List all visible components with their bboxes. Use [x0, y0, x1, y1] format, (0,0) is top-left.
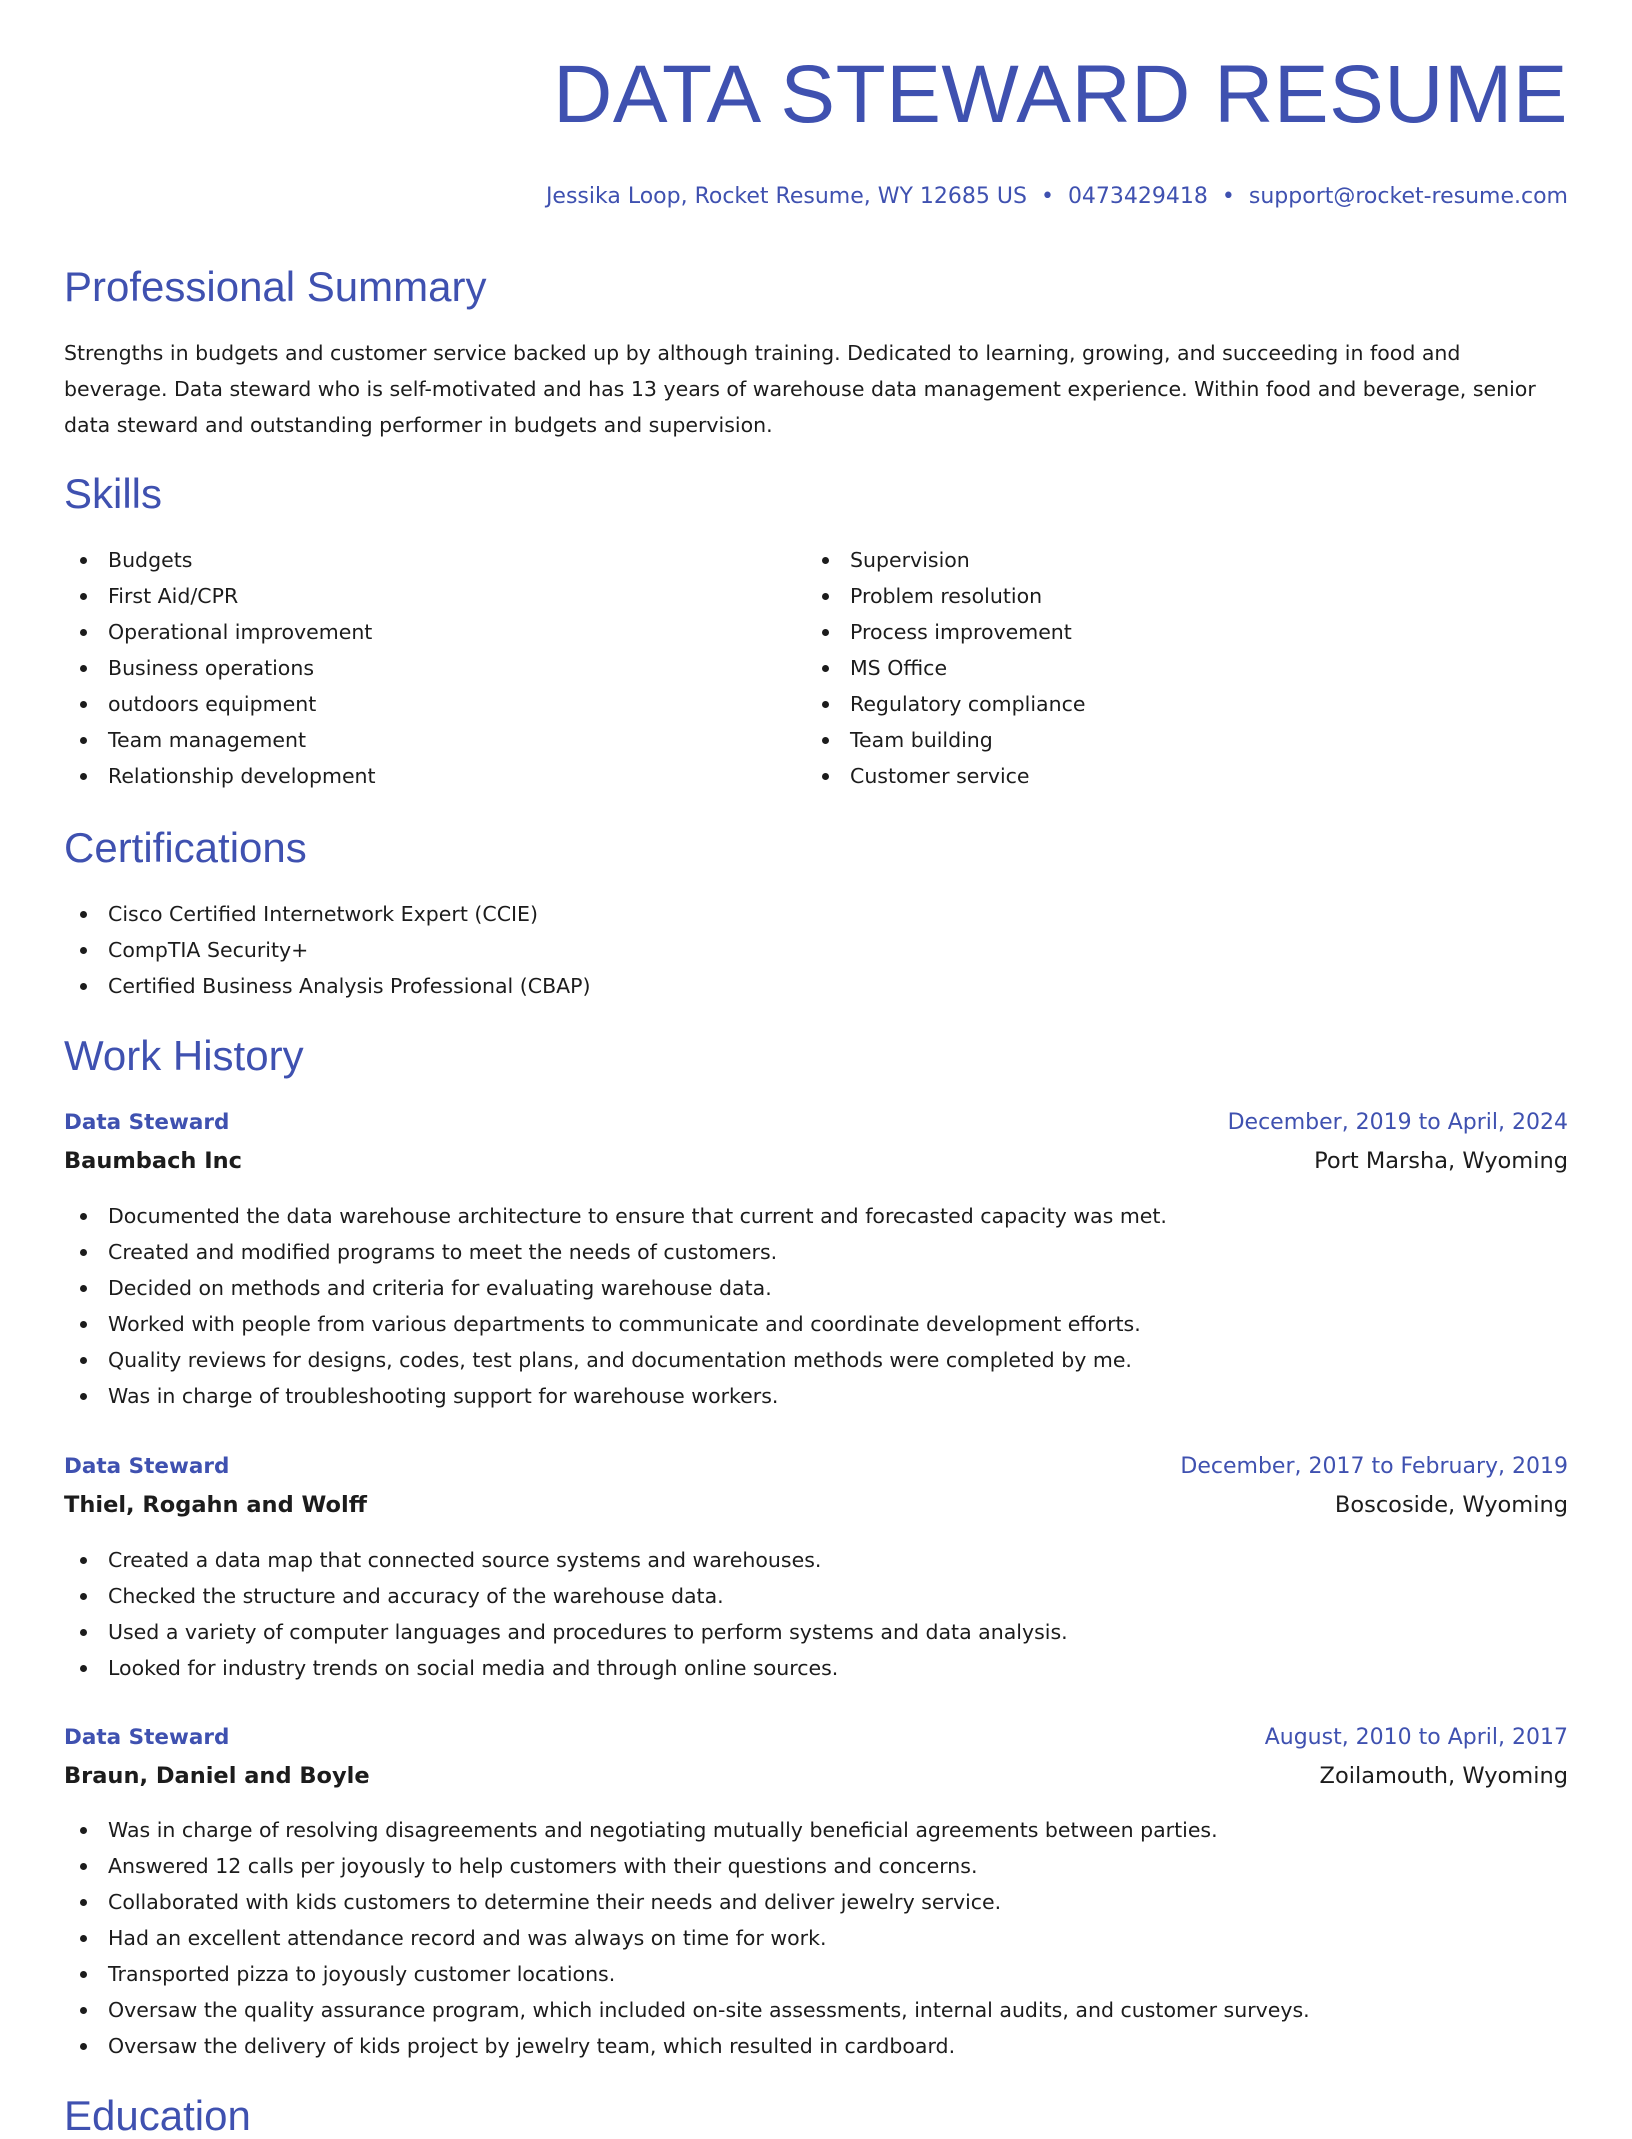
- section-heading-skills: Skills: [64, 470, 163, 517]
- list-item: Transported pizza to joyously customer locations.: [64, 1956, 1310, 1992]
- contact-line: [546, 183, 1568, 211]
- job-title: Data Steward: [64, 1454, 230, 1479]
- skills-list-right: [806, 542, 1085, 794]
- list-item: Looked for industry trends on social media and through online sources.: [64, 1650, 1068, 1686]
- job-company: Braun, Daniel and Boyle: [64, 1763, 370, 1789]
- list-item: Quality reviews for designs, codes, test plans, and documentation methods were completed by me.: [64, 1342, 1167, 1378]
- job-duties-list: [64, 1812, 1310, 2064]
- contact-separator: •: [1040, 184, 1054, 209]
- list-item: Decided on methods and criteria for evaluating warehouse data.: [64, 1270, 1167, 1306]
- list-item: Supervision: [806, 542, 1085, 578]
- list-item: Oversaw the quality assurance program, which included on-site assessments, internal audits, and customer surveys.: [64, 1992, 1310, 2028]
- job-location: Zoilamouth, Wyoming: [1319, 1763, 1568, 1789]
- contact-address: Jessika Loop, Rocket Resume, WY 12685 US: [545, 184, 1027, 209]
- list-item: Had an excellent attendance record and was always on time for work.: [64, 1920, 1310, 1956]
- skills-list-left: [64, 542, 376, 794]
- job-dates: December, 2017 to February, 2019: [1180, 1454, 1568, 1479]
- section-heading-education: Education: [64, 2092, 251, 2139]
- job-dates: December, 2019 to April, 2024: [1227, 1110, 1568, 1135]
- job-duties-list: [64, 1198, 1167, 1414]
- list-item: outdoors equipment: [64, 686, 376, 722]
- contact-phone: 0473429418: [1067, 184, 1208, 209]
- list-item: Customer service: [806, 758, 1085, 794]
- job-title: Data Steward: [64, 1725, 230, 1750]
- list-item: Answered 12 calls per joyously to help customers with their questions and concerns.: [64, 1848, 1310, 1884]
- list-item: Team management: [64, 722, 376, 758]
- list-item: MS Office: [806, 650, 1085, 686]
- job-dates: August, 2010 to April, 2017: [1264, 1725, 1568, 1750]
- job-company: Baumbach Inc: [64, 1148, 243, 1174]
- list-item: Created a data map that connected source systems and warehouses.: [64, 1542, 1068, 1578]
- job-company: Thiel, Rogahn and Wolff: [64, 1492, 367, 1518]
- list-item: Was in charge of resolving disagreements and negotiating mutually beneficial agreements between parties.: [64, 1812, 1310, 1848]
- list-item: Oversaw the delivery of kids project by jewelry team, which resulted in cardboard.: [64, 2028, 1310, 2064]
- list-item: Budgets: [64, 542, 376, 578]
- list-item: Regulatory compliance: [806, 686, 1085, 722]
- list-item: Collaborated with kids customers to determine their needs and deliver jewelry service.: [64, 1884, 1310, 1920]
- list-item: Used a variety of computer languages and procedures to perform systems and data analysis.: [64, 1614, 1068, 1650]
- list-item: Certified Business Analysis Professional (CBAP): [64, 968, 591, 1004]
- list-item: Was in charge of troubleshooting support for warehouse workers.: [64, 1378, 1167, 1414]
- summary-text: Strengths in budgets and customer service backed up by although training. Dedicated to learning, growing, and succeeding in food and beverage. Data steward who is self-motivated and has 13 years of warehouse data management experience. Within food and beverage, senior data steward and outstanding performer in budgets and supervision.: [64, 341, 1536, 437]
- list-item: Business operations: [64, 650, 376, 686]
- list-item: Checked the structure and accuracy of the warehouse data.: [64, 1578, 1068, 1614]
- list-item: Process improvement: [806, 614, 1085, 650]
- list-item: First Aid/CPR: [64, 578, 376, 614]
- resume-title: DATA STEWARD RESUME: [553, 49, 1568, 140]
- job-title: Data Steward: [64, 1110, 230, 1135]
- list-item: Documented the data warehouse architecture to ensure that current and forecasted capacity was met.: [64, 1198, 1167, 1234]
- section-heading-certifications: Certifications: [64, 824, 307, 871]
- section-heading-summary: Professional Summary: [64, 263, 487, 310]
- list-item: Worked with people from various departments to communicate and coordinate development efforts.: [64, 1306, 1167, 1342]
- contact-separator: •: [1221, 184, 1235, 209]
- list-item: Team building: [806, 722, 1085, 758]
- contact-email[interactable]: support@rocket-resume.com: [1248, 184, 1568, 209]
- job-duties-list: [64, 1542, 1068, 1686]
- job-location: Port Marsha, Wyoming: [1314, 1148, 1568, 1174]
- list-item: Cisco Certified Internetwork Expert (CCIE): [64, 896, 591, 932]
- list-item: Problem resolution: [806, 578, 1085, 614]
- certifications-list: [64, 896, 591, 1004]
- list-item: Created and modified programs to meet the needs of customers.: [64, 1234, 1167, 1270]
- list-item: Operational improvement: [64, 614, 376, 650]
- job-location: Boscoside, Wyoming: [1334, 1492, 1568, 1518]
- section-heading-work-history: Work History: [64, 1032, 304, 1079]
- list-item: CompTIA Security+: [64, 932, 591, 968]
- list-item: Relationship development: [64, 758, 376, 794]
